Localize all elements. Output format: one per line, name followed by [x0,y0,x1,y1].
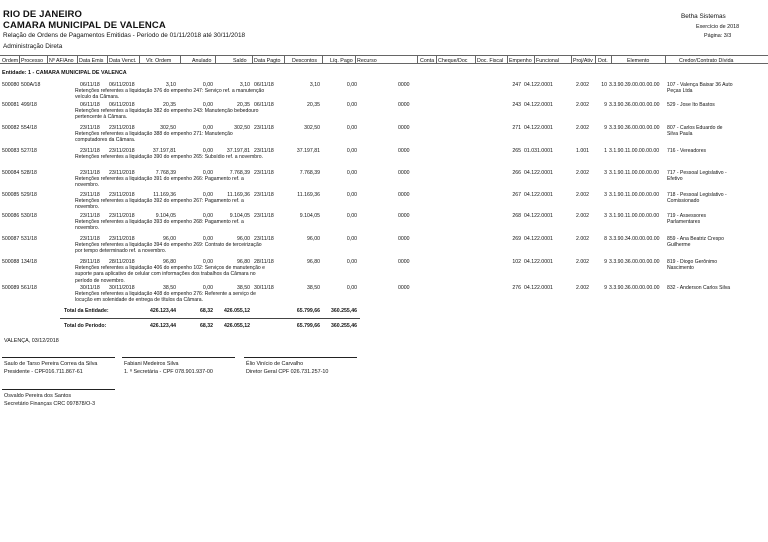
cell-credor: 819 - Diogo Gerônimo Nascimento [667,259,718,272]
cell-elemento: 3.3.90.36.00.00.00.00 [609,125,660,131]
cell-saldo: 96,00 [237,236,250,242]
cell-credor: 717 - Pessoal Legislativo - Efetivo [667,170,727,183]
cell-saldo: 38,50 [237,285,250,291]
col-header: Cheque/Doc [438,57,468,64]
cell-valor: 11.169,36 [153,192,176,198]
cell-recurso: 0000 [398,82,410,88]
page-number: Página: 3/3 [704,33,732,39]
col-header: Nº AF/Ano [49,57,74,64]
cell-funcional: 04.122.0001 [524,213,553,219]
signature-name: Fabiani Medeiros Silva [124,361,179,367]
cell-processo: 561/18 [21,285,37,291]
total-liquido: 360.255,46 [331,308,357,314]
total-valor: 426.123,44 [150,323,176,329]
cell-credor: 718 - Pessoal Legislativo - Comissionado [667,192,727,205]
signature-name: Élio Vinício de Carvalho [246,361,304,367]
cell-saldo: 7.768,39 [229,170,250,176]
cell-pagto: 06/11/18 [254,82,274,88]
col-header: Processo [21,57,44,64]
cell-saldo: 9.104,05 [229,213,250,219]
col-header: Descontos [292,57,318,64]
cell-funcional: 04.122.0001 [524,285,553,291]
col-divider [665,55,666,64]
cell-emis: 23/11/18 [80,192,100,198]
admin-label: Administração Direta [3,43,63,50]
cell-credor: 859 - Ana Beatriz Crespo Guilherme [667,236,724,249]
cell-processo: 528/18 [21,170,37,176]
col-header: Data Emis [79,57,104,64]
total-liquido: 360.255,46 [331,323,357,329]
cell-descontos: 96,80 [307,259,320,265]
cell-funcional: 04.122.0001 [524,170,553,176]
cell-elemento: 3.3.90.36.00.00.00.00 [609,102,660,108]
cell-emis: 30/11/18 [80,285,100,291]
cell-liquido: 0,00 [346,125,357,131]
retention-note: Retenções referentes a liquidação 408 do empenho 276: Referente a serviço de locução em solenidade de entrega de títulos da Câmara. [75,291,256,304]
cell-emis: 23/11/18 [80,170,100,176]
cell-emis: 28/11/18 [80,259,100,265]
col-divider [436,55,437,64]
cell-ordem: 500085 [2,192,20,198]
signature-role: Secretário Finanças CRC 097878/O-3 [4,401,96,407]
signature-name: Osvaldo Pereira dos Santos [4,393,72,399]
cell-descontos: 302,50 [304,125,320,131]
cell-venc: 30/11/2018 [109,285,135,291]
retention-note: Retenções referentes a liquidação 388 do empenho 271: Manutenção computadores da Câmara. [75,131,233,144]
col-divider [107,55,108,64]
report-title: Relação de Ordens de Pagamentos Emitidas - Período de 01/11/2018 até 30/11/2018 [3,32,246,39]
col-divider [534,55,535,64]
col-header: Anulado [192,57,212,64]
cell-processo: 499/18 [21,102,37,108]
signature-line [244,357,357,358]
cell-descontos: 38,50 [307,285,320,291]
cell-processo: 530/18 [21,213,37,219]
cell-anulado: 0,00 [202,236,213,242]
col-header: Proj/Ativ [573,57,593,64]
cell-funcional: 04.122.0001 [524,192,553,198]
cell-pagto: 30/11/18 [254,285,274,291]
col-divider [47,55,48,64]
total-anulado: 68,32 [200,323,213,329]
cell-ordem: 500088 [2,259,20,265]
total-valor: 426.123,44 [150,308,176,314]
cell-elemento: 3.1.90.11.00.00.00.00 [609,192,660,198]
col-header: Ordem [2,57,19,64]
cell-ordem: 500086 [2,213,20,219]
cell-saldo: 37.197,81 [226,148,250,154]
cell-anulado: 0,00 [202,125,213,131]
cell-emis: 23/11/18 [80,125,100,131]
retention-note: Retenções referentes a liquidação 390 do empenho 265: Subsídio ref. a novembro. [75,154,264,160]
cell-recurso: 0000 [398,125,410,131]
cell-processo: 554/18 [21,125,37,131]
signature-role: Diretor Geral CPF 026.731.257-10 [246,369,329,375]
cell-proj: 2.002 [576,192,589,198]
cell-credor: 832 - Anderson Carlos Silva [667,285,731,291]
cell-anulado: 0,00 [202,192,213,198]
city-title: RIO DE JANEIRO [3,9,82,20]
signature-line [122,357,235,358]
cell-processo: 500A/18 [21,82,41,88]
cell-saldo: 11.169,36 [227,192,250,198]
cell-anulado: 0,00 [202,82,213,88]
cell-empenho: 267 [512,192,521,198]
col-divider [595,55,596,64]
col-header: Dot. [598,57,608,64]
cell-recurso: 0000 [398,213,410,219]
cell-dot: 9 [604,285,607,291]
cell-proj: 2.002 [576,82,589,88]
cell-processo: 527/18 [21,148,37,154]
cell-funcional: 04.122.0001 [524,102,553,108]
cell-recurso: 0000 [398,102,410,108]
cell-elemento: 3.1.90.11.00.00.00.00 [609,213,660,219]
signature-line [2,357,115,358]
col-divider [19,55,20,64]
cell-proj: 2.002 [576,236,589,242]
cell-ordem: 500089 [2,285,20,291]
cell-proj: 2.002 [576,102,589,108]
cell-valor: 96,00 [163,236,176,242]
cell-anulado: 0,00 [202,102,213,108]
cell-venc: 23/11/2018 [109,213,135,219]
col-divider [77,55,78,64]
cell-dot: 9 [604,259,607,265]
cell-empenho: 268 [512,213,521,219]
cell-pagto: 23/11/18 [254,125,274,131]
cell-descontos: 96,00 [307,236,320,242]
cell-valor: 37.197,81 [152,148,176,154]
cell-credor: 716 - Vereadores [667,148,707,154]
cell-credor: 807 - Carlos Eduardo de Silva Paula [667,125,723,138]
cell-ordem: 500087 [2,236,20,242]
cell-processo: 531/18 [21,236,37,242]
cell-descontos: 20,35 [307,102,320,108]
cell-anulado: 0,00 [202,259,213,265]
cell-elemento: 3.1.90.11.00.00.00.00 [609,148,660,154]
col-header: Credor/Contrato Dívida [679,57,734,64]
cell-funcional: 04.122.0001 [524,125,553,131]
cell-dot: 8 [604,236,607,242]
cell-venc: 23/11/2018 [109,170,135,176]
cell-elemento: 3.3.90.39.00.00.00.00 [609,82,660,88]
cell-proj: 2.002 [576,259,589,265]
col-header: Data Pagto [254,57,281,64]
entity-label: Entidade: 1 - CAMARA MUNICIPAL DE VALENCA [2,70,127,76]
cell-pagto: 23/11/18 [254,236,274,242]
retention-note: Retenções referentes a liquidação 394 do empenho 269: Contrato de terceirização por tempo determinado ref. a novembro. [75,242,262,255]
col-divider [139,55,140,64]
cell-valor: 7.768,39 [155,170,176,176]
cell-anulado: 0,00 [202,285,213,291]
cell-venc: 23/11/2018 [109,236,135,242]
cell-dot: 3 [604,192,607,198]
cell-anulado: 0,00 [202,148,213,154]
cell-valor: 38,50 [163,285,176,291]
col-divider [417,55,418,64]
cell-anulado: 0,00 [202,170,213,176]
cell-venc: 23/11/2018 [109,148,135,154]
signature-line [2,389,115,390]
retention-note: Retenções referentes a liquidação 406 do empenho 102: Serviços de manutenção e suporte para aplicativo de celular com informações dos trabalhos da Câmara no período de novembro. [75,265,266,284]
total-anulado: 68,32 [200,308,213,314]
cell-emis: 23/11/18 [80,213,100,219]
vendor-label: Betha Sistemas [681,13,726,20]
cell-pagto: 06/11/18 [254,102,274,108]
cell-funcional: 04.122.0001 [524,259,553,265]
col-header: Empenho [509,57,532,64]
cell-empenho: 271 [512,125,521,131]
retention-note: Retenções referentes a liquidação 393 do empenho 268: Pagamento ref. a novembro. [75,219,244,232]
cell-dot: 1 [604,148,607,154]
cell-elemento: 3.3.90.36.00.00.00.00 [609,285,660,291]
cell-recurso: 0000 [398,192,410,198]
cell-credor: 529 - Jose Ito Bastos [667,102,715,108]
cell-empenho: 102 [512,259,521,265]
cell-funcional: 04.122.0001 [524,236,553,242]
col-header: Líq. Pago [330,57,353,64]
cell-processo: 529/18 [21,192,37,198]
col-divider [215,55,216,64]
col-divider [322,55,323,64]
cell-saldo: 302,50 [234,125,250,131]
cell-valor: 96,80 [163,259,176,265]
cell-venc: 23/11/2018 [109,192,135,198]
col-header: Vlr. Ordem [146,57,172,64]
signature-name: Saulo de Tarso Pereira Correa da Silva [4,361,98,367]
cell-funcional: 01.031.0001 [524,148,553,154]
exercise-label: Exercício de 2018 [696,24,740,30]
cell-descontos: 3,10 [309,82,320,88]
cell-proj: 2.002 [576,170,589,176]
cell-empenho: 247 [512,82,521,88]
cell-liquido: 0,00 [346,82,357,88]
total-label: Total da Entidade: [64,308,109,314]
cell-descontos: 37.197,81 [296,148,320,154]
col-divider [507,55,508,64]
cell-dot: 3 [604,213,607,219]
total-descontos: 65.799,66 [296,323,320,329]
cell-anulado: 0,00 [202,213,213,219]
cell-descontos: 11.169,36 [297,192,320,198]
cell-recurso: 0000 [398,285,410,291]
cell-elemento: 3.1.90.11.00.00.00.00 [609,170,660,176]
col-header: Elemento [627,57,650,64]
cell-pagto: 28/11/18 [254,259,274,265]
cell-ordem: 500084 [2,170,20,176]
total-descontos: 65.799,66 [296,308,320,314]
cell-liquido: 0,00 [346,148,357,154]
cell-valor: 302,50 [160,125,176,131]
cell-ordem: 500081 [2,102,20,108]
col-divider [611,55,612,64]
col-divider [571,55,572,64]
col-header: Funcional [536,57,559,64]
cell-venc: 23/11/2018 [109,125,135,131]
cell-valor: 20,35 [163,102,176,108]
cell-proj: 2.002 [576,285,589,291]
cell-venc: 06/11/2018 [109,82,135,88]
cell-funcional: 04.122.0001 [524,82,553,88]
total-saldo: 426.055,12 [224,323,250,329]
col-header: Conta [420,57,435,64]
signature-role: 1. º Secretária - CPF 078.901.937-00 [124,369,213,375]
cell-liquido: 0,00 [346,170,357,176]
cell-empenho: 276 [512,285,521,291]
cell-proj: 2.002 [576,213,589,219]
col-divider [252,55,253,64]
total-saldo: 426.055,12 [224,308,250,314]
cell-saldo: 96,80 [237,259,250,265]
cell-dot: 10 [601,82,607,88]
col-header: Saldo [233,57,247,64]
cell-elemento: 3.3.90.34.00.00.00.00 [609,236,660,242]
col-header: Doc. Fiscal [477,57,504,64]
cell-ordem: 500082 [2,125,20,131]
place-date: VALENÇA, 03/12/2018 [4,338,59,344]
col-divider [180,55,181,64]
cell-empenho: 265 [512,148,521,154]
cell-liquido: 0,00 [346,213,357,219]
retention-note: Retenções referentes a liquidação 382 do empenho 243: Manutenção bebedouro pertencente à Câmara. [75,108,259,121]
cell-pagto: 23/11/18 [254,213,274,219]
cell-liquido: 0,00 [346,102,357,108]
retention-note: Retenções referentes a liquidação 376 do empenho 247: Serviço ref. a manutenção veículo da Câmara. [75,88,265,101]
cell-liquido: 0,00 [346,192,357,198]
cell-emis: 06/11/18 [80,102,100,108]
cell-venc: 28/11/2018 [109,259,135,265]
col-divider [284,55,285,64]
retention-note: Retenções referentes a liquidação 392 do empenho 267: Pagamento ref. a novembro. [75,198,244,211]
entity-title: CAMARA MUNICIPAL DE VALENCA [3,20,166,31]
cell-dot: 9 [604,125,607,131]
cell-venc: 06/11/2018 [109,102,135,108]
cell-descontos: 7.768,39 [299,170,320,176]
cell-liquido: 0,00 [346,259,357,265]
cell-proj: 1.001 [576,148,589,154]
cell-empenho: 269 [512,236,521,242]
cell-proj: 2.002 [576,125,589,131]
cell-saldo: 20,35 [237,102,250,108]
cell-liquido: 0,00 [346,285,357,291]
cell-saldo: 3,10 [239,82,250,88]
cell-descontos: 9.104,05 [299,213,320,219]
cell-emis: 06/11/18 [80,82,100,88]
cell-emis: 23/11/18 [80,148,100,154]
signature-role: Presidente - CPF016.711.867-61 [4,369,83,375]
cell-processo: 134/18 [21,259,37,265]
cell-recurso: 0000 [398,236,410,242]
col-header: Data Venct. [109,57,137,64]
total-label: Total do Período: [64,323,107,329]
cell-recurso: 0000 [398,148,410,154]
cell-valor: 3,10 [165,82,176,88]
col-divider [355,55,356,64]
cell-pagto: 23/11/18 [254,148,274,154]
retention-note: Retenções referentes a liquidação 391 do empenho 266: Pagamento ref. a novembro. [75,176,244,189]
cell-pagto: 23/11/18 [254,192,274,198]
cell-pagto: 23/11/18 [254,170,274,176]
cell-recurso: 0000 [398,259,410,265]
cell-credor: 719 - Assessores Parlamentares [667,213,707,226]
cell-ordem: 500080 [2,82,20,88]
cell-elemento: 3.3.90.36.00.00.00.00 [609,259,660,265]
cell-empenho: 243 [512,102,521,108]
table-header [0,55,768,64]
cell-credor: 107 - Valença Baixar 36 Auto Peças Ltda [667,82,733,95]
cell-dot: 3 [604,170,607,176]
cell-recurso: 0000 [398,170,410,176]
cell-dot: 9 [604,102,607,108]
col-divider [475,55,476,64]
cell-liquido: 0,00 [346,236,357,242]
cell-empenho: 266 [512,170,521,176]
cell-emis: 23/11/18 [80,236,100,242]
cell-ordem: 500083 [2,148,20,154]
cell-valor: 9.104,05 [155,213,176,219]
totals-divider [60,318,360,319]
col-header: Recurso [357,57,377,64]
